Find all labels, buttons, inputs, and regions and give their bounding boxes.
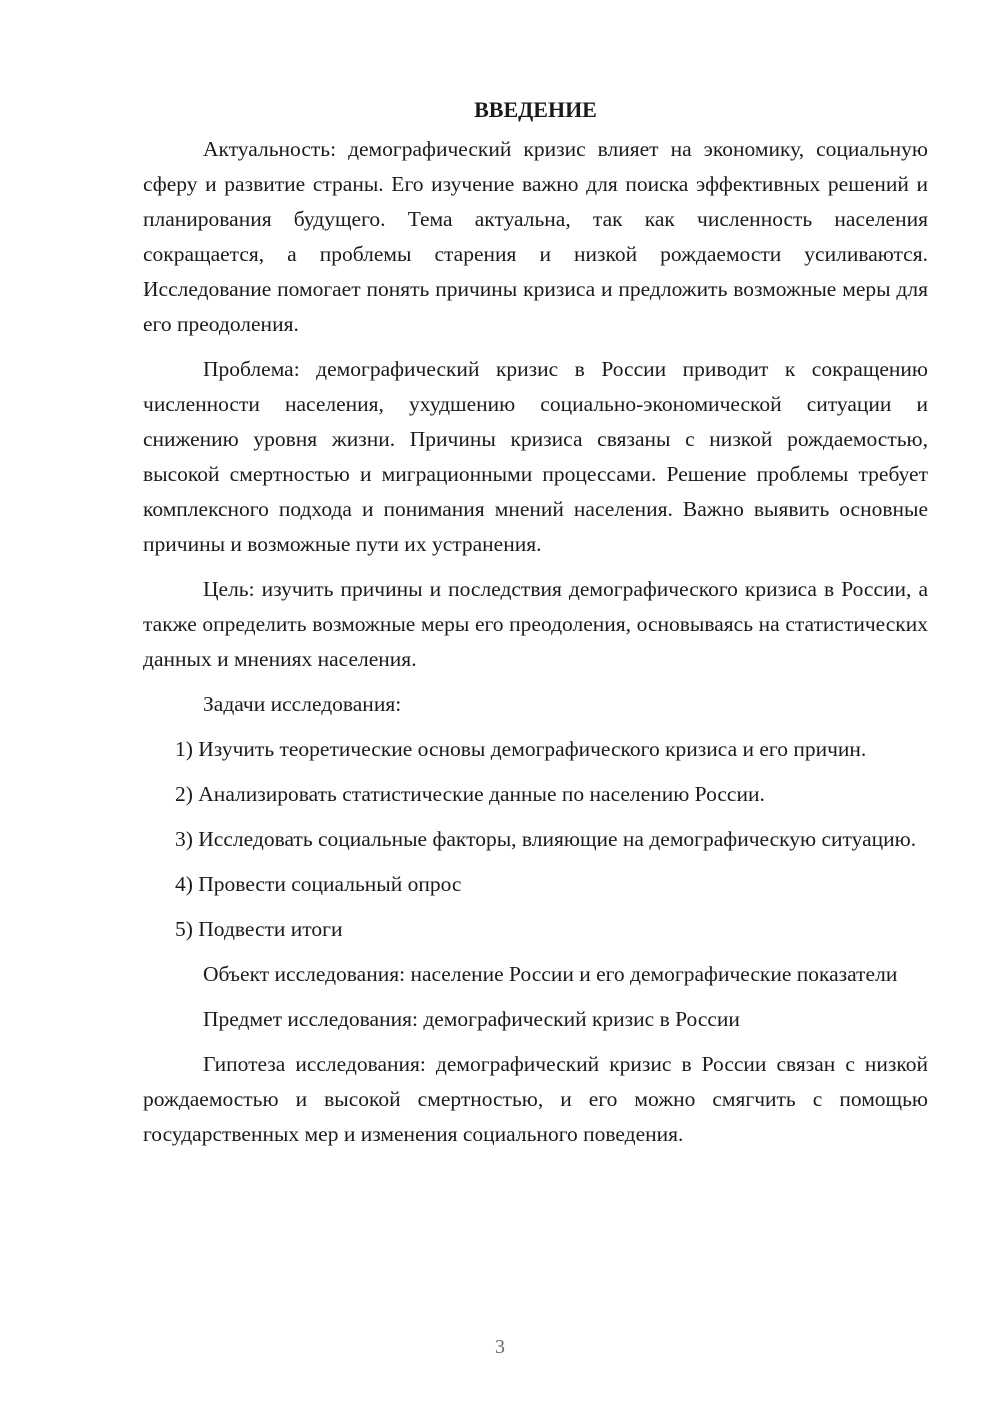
paragraph-problem: Проблема: демографический кризис в России приводит к сокращению численности населения, ухудшению социально-экономической ситуации и снижению уровня жизни. Причины кризиса связаны с низкой рождаемостью, высокой смертностью и миграционными процессами. Решение проблемы требует комплексного подхода и понимания мнений населения. Важно выявить основные причины и возможные пути их устранения.: [143, 357, 928, 556]
task-item-3: 3) Исследовать социальные факторы, влияющие на демографическую ситуацию.: [175, 827, 917, 851]
tasks-heading: Задачи исследования:: [203, 692, 402, 716]
paragraph-goal: Цель: изучить причины и последствия демографического кризиса в России, а также определить возможные меры его преодоления, основываясь на статистических данных и мнениях населения.: [143, 577, 928, 671]
paragraph-relevance: Актуальность: демографический кризис влияет на экономику, социальную сферу и развитие страны. Его изучение важно для поиска эффективных решений и планирования будущего. Тема актуальна, так как численность населения сокращается, а проблемы старения и низкой рождаемости усиливаются. Исследование помогает понять причины кризиса и предложить возможные меры для его преодоления.: [143, 137, 928, 336]
task-item-1: 1) Изучить теоретические основы демографического кризиса и его причин.: [175, 737, 867, 761]
task-item-2: 2) Анализировать статистические данные по населению России.: [175, 782, 765, 806]
task-item-4: 4) Провести социальный опрос: [175, 872, 462, 896]
page-number: 3: [495, 1336, 505, 1358]
paragraph-hypothesis: Гипотеза исследования: демографический кризис в России связан с низкой рождаемостью и высокой смертностью, и его можно смягчить с помощью государственных мер и изменения социального поведения.: [143, 1052, 928, 1146]
paragraph-object: Объект исследования: население России и его демографические показатели: [203, 962, 898, 986]
section-title: ВВЕДЕНИЕ: [474, 97, 597, 122]
task-item-5: 5) Подвести итоги: [175, 917, 343, 941]
document-page: [143, 92, 928, 1162]
paragraph-subject: Предмет исследования: демографический кризис в России: [203, 1007, 740, 1031]
